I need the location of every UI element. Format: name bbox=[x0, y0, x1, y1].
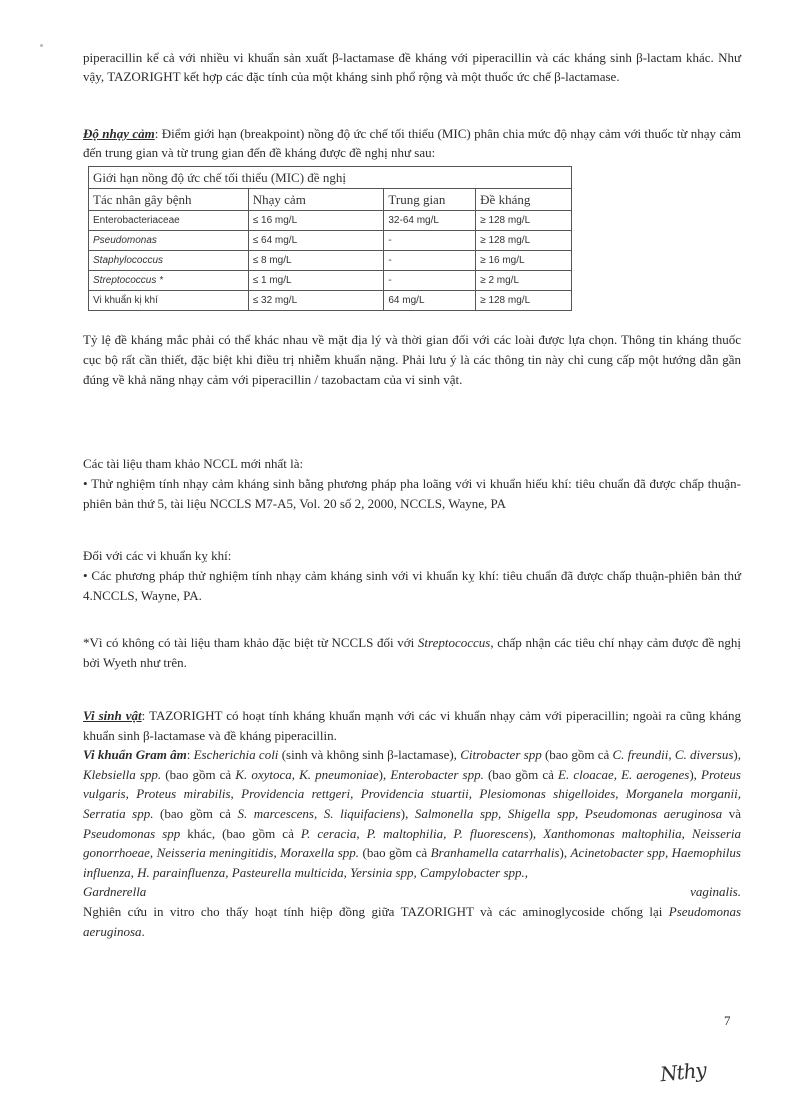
table-caption: Giới hạn nồng độ ức chế tối thiểu (MIC) đề nghị bbox=[89, 167, 572, 189]
organism-cell: Vi khuẩn kị khí bbox=[89, 291, 249, 311]
gram-negative-heading: Vi khuẩn Gram âm bbox=[83, 747, 187, 763]
organism-name: C. freundii, C. diversus bbox=[612, 747, 734, 763]
organism-cell: Pseudomonas bbox=[89, 231, 249, 251]
list-text: ), bbox=[733, 747, 741, 763]
mic-breakpoint-table bbox=[88, 166, 572, 311]
scan-speck bbox=[40, 44, 43, 47]
organism-cell: Streptococcus * bbox=[89, 271, 249, 291]
nccl-item-anaerobic: • Các phương pháp thử nghiệm tính nhạy cảm kháng sinh với vi khuẩn kỵ khí: tiêu chuẩn đã được chấp thuận-phiên bản thứ 4.NCCLS, Wayne, PA. bbox=[83, 568, 741, 603]
table-row bbox=[89, 271, 572, 291]
intro-text: piperacillin kể cả với nhiều vi khuẩn sản xuất β-lactamase đề kháng với piperacillin và các kháng sinh β-lactam khác. Như vậy, TAZORIGHT kết hợp các đặc tính của một kháng sinh phổ rộng và một thuốc ức chế β-lactamase. bbox=[83, 50, 741, 84]
organism-name: S. marcescens, S. liquifaciens bbox=[237, 805, 401, 821]
resistant-cell: ≥ 128 mg/L bbox=[476, 291, 572, 311]
gram-negative-paragraph bbox=[83, 745, 741, 882]
list-text: (bao gồm cả bbox=[483, 766, 559, 782]
nccl-title: Các tài liệu tham khảo NCCL mới nhất là: bbox=[83, 456, 304, 471]
resistance-paragraph bbox=[83, 330, 741, 390]
sensitivity-paragraph bbox=[83, 124, 741, 162]
col-header-sensitive: Nhạy cảm bbox=[248, 189, 384, 211]
gardnerella-line bbox=[83, 882, 741, 902]
organism-name: P. ceracia, P. maltophilia, P. fluorescens bbox=[300, 825, 529, 841]
table-row bbox=[89, 231, 572, 251]
anaerobe-title: Đối với các vi khuẩn kỵ khí: bbox=[83, 548, 232, 563]
sensitive-cell: ≤ 8 mg/L bbox=[248, 251, 384, 271]
intermediate-cell: 32-64 mg/L bbox=[384, 211, 476, 231]
resistant-cell: ≥ 128 mg/L bbox=[476, 231, 572, 251]
col-header-intermediate: Trung gian bbox=[384, 189, 476, 211]
list-text: ), bbox=[400, 805, 415, 821]
list-text: (bao gồm cả bbox=[153, 805, 238, 821]
intermediate-cell: 64 mg/L bbox=[384, 291, 476, 311]
resistant-cell: ≥ 128 mg/L bbox=[476, 211, 572, 231]
resistant-cell: ≥ 16 mg/L bbox=[476, 251, 572, 271]
sensitive-cell: ≤ 16 mg/L bbox=[248, 211, 384, 231]
table-row bbox=[89, 211, 572, 231]
organism-name: Escherichia coli bbox=[193, 747, 279, 763]
streptococcus-note: *Vì có không có tài liệu tham khảo đặc biệt từ NCCLS đối với Streptococcus, chấp nhận các tiêu chí nhạy cảm được đề nghị bởi Wyeth như trên. bbox=[83, 635, 741, 670]
organism-name: Branhamella catarrhalis bbox=[430, 845, 560, 861]
sensitivity-heading: Độ nhạy cảm bbox=[83, 126, 155, 141]
list-text: (sinh và không sinh β-lactamase), bbox=[278, 747, 461, 763]
intermediate-cell: - bbox=[384, 231, 476, 251]
sensitivity-text: : Điểm giới hạn (breakpoint) nồng độ ức chế tối thiểu (MIC) phân chia mức độ nhạy cảm với thuốc từ nhạy cảm đến trung gian và từ trung gian đến đề kháng được đề nghị như sau: bbox=[83, 126, 742, 160]
col-header-organism: Tác nhân gây bệnh bbox=[89, 189, 249, 211]
list-text: khác, (bao gồm cả bbox=[180, 825, 301, 841]
list-text: ), bbox=[378, 766, 391, 782]
resistant-cell: ≥ 2 mg/L bbox=[476, 271, 572, 291]
sensitive-cell: ≤ 32 mg/L bbox=[248, 291, 384, 311]
list-text: (bao gồm cả bbox=[161, 766, 236, 782]
table-row bbox=[89, 251, 572, 271]
organism-name: Klebsiella spp. bbox=[83, 766, 162, 782]
microbiology-heading: Vi sinh vật bbox=[83, 708, 142, 723]
list-text: và bbox=[722, 805, 741, 821]
anaerobe-references bbox=[83, 546, 741, 606]
list-text: ), bbox=[528, 825, 544, 841]
organism-name: K. oxytoca, K. pneumoniae bbox=[235, 766, 379, 782]
col-header-resistant: Đề kháng bbox=[476, 189, 572, 211]
list-text: : bbox=[186, 747, 194, 763]
organism-cell: Staphylococcus bbox=[89, 251, 249, 271]
nccl-item-aerobic: • Thử nghiệm tính nhạy cảm kháng sinh bằng phương pháp pha loãng với vi khuẩn hiếu khí: tiêu chuẩn đã được chấp thuận-phiên bản thứ 5, tài liệu NCCLS M7-A5, Vol. 20 số 2, 2000, NCCLS, Wayne, PA bbox=[83, 476, 741, 511]
table-header-row bbox=[89, 189, 572, 211]
page-number: 7 bbox=[724, 1013, 731, 1028]
organism-name: Enterobacter spp. bbox=[390, 766, 484, 782]
synergy-paragraph: Nghiên cứu in vitro cho thấy hoạt tính hiệp đồng giữa TAZORIGHT và các aminoglycoside chống lại Pseudomonas aeruginosa. bbox=[83, 903, 741, 939]
vaginalis-term: vaginalis. bbox=[690, 884, 741, 900]
microbiology-section bbox=[83, 706, 741, 941]
organism-name: Acinetobacter spp, Haemophilus influenza, H. parainfluenza, Pasteurella multicida, Yersinia spp, Campylobacter spp., bbox=[83, 845, 741, 880]
organism-name: Xanthomonas maltophilia, Neisseria gonorrhoeae, Neisseria meningitidis, Moraxella spp. bbox=[83, 825, 742, 861]
resistance-text: Tỷ lệ đề kháng mắc phải có thể khác nhau về mặt địa lý và thời gian đối với các loài được lựa chọn. Thông tin kháng thuốc cục bộ rất cần thiết, đặc biệt khi điều trị nhiễm khuẩn nặng. Phải lưu ý là các thông tin này chỉ cung cấp một hướng dẫn gần đúng về khả năng nhạy cảm với piperacillin / tazobactam của vi sinh vật. bbox=[83, 332, 741, 387]
list-text: ), bbox=[559, 845, 571, 861]
gardnerella-term: Gardnerella bbox=[83, 884, 147, 900]
organism-name: E. cloacae, E. aerogenes bbox=[558, 766, 690, 782]
nccl-references bbox=[83, 454, 741, 514]
list-text: (bao gồm cả bbox=[359, 845, 431, 861]
sensitive-cell: ≤ 1 mg/L bbox=[248, 271, 384, 291]
list-text: ), bbox=[689, 766, 702, 782]
organism-cell: Enterobacteriaceae bbox=[89, 211, 249, 231]
microbiology-text: : TAZORIGHT có hoạt tính kháng khuẩn mạnh với các vi khuẩn nhạy cảm với piperacillin; ngoài ra cũng kháng khuẩn sinh β-lactamase và đề kháng piperacillin. bbox=[83, 708, 741, 743]
gram-negative-list bbox=[83, 747, 741, 880]
organism-name: Proteus vulgaris, Proteus mirabilis, Providencia rettgeri, Providencia stuartii, Plesiomonas shigelloides, Morganela morganii, Serratia spp. bbox=[83, 766, 741, 821]
handwritten-signature: Nthy bbox=[658, 1057, 707, 1087]
streptococcus-term: Streptococcus bbox=[417, 635, 491, 650]
table-row bbox=[89, 291, 572, 311]
intro-paragraph bbox=[83, 48, 741, 86]
intermediate-cell: - bbox=[384, 251, 476, 271]
organism-name: Salmonella spp, Shigella spp, Pseudomonas aeruginosa bbox=[414, 805, 723, 821]
sensitive-cell: ≤ 64 mg/L bbox=[248, 231, 384, 251]
list-text: (bao gồm cả bbox=[541, 747, 613, 763]
organism-name: Citrobacter spp bbox=[460, 747, 542, 763]
organism-name: Pseudomonas spp bbox=[83, 825, 181, 841]
intermediate-cell: - bbox=[384, 271, 476, 291]
pseudomonas-term: Pseudomonas aeruginosa bbox=[83, 903, 741, 939]
